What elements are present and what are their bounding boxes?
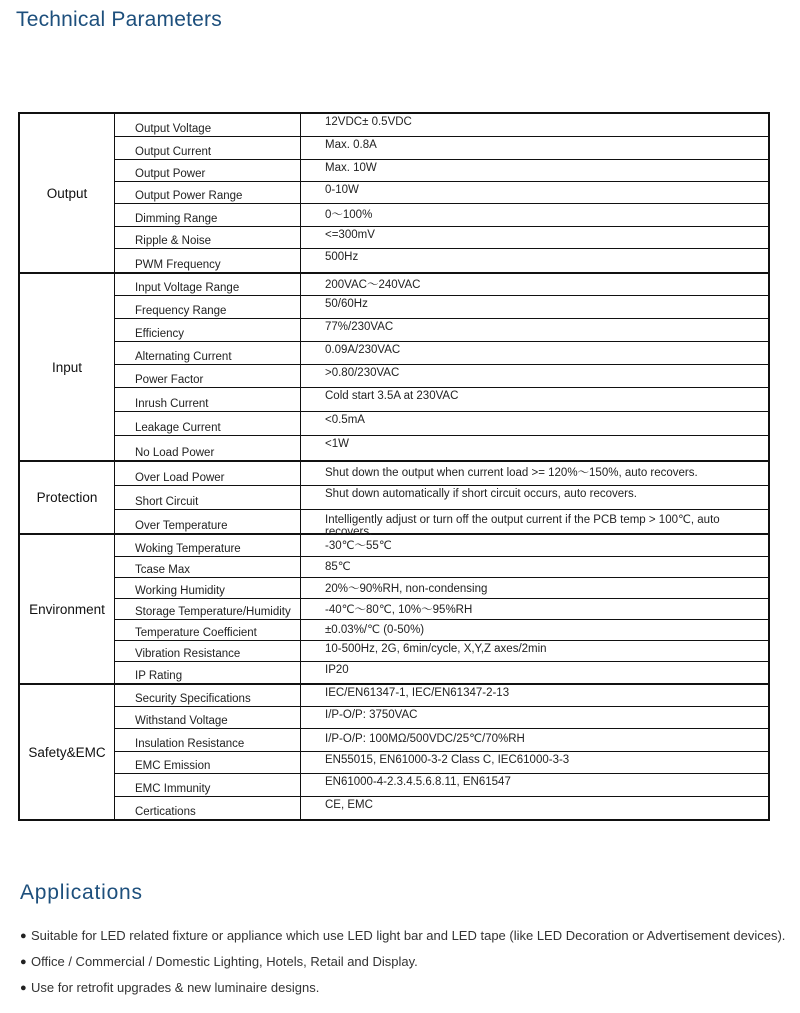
param-name: Insulation Resistance	[115, 729, 301, 751]
param-value: 20%～90%RH, non-condensing	[325, 583, 488, 595]
technical-parameters-table	[18, 112, 770, 821]
group-input	[20, 274, 768, 462]
list-item	[20, 952, 785, 978]
param-value: 0-10W	[325, 184, 359, 196]
group-label-protection: Protection	[20, 462, 115, 533]
param-name: Leakage Current	[115, 412, 301, 435]
param-value: 10-500Hz, 2G, 6min/cycle, X,Y,Z axes/2min	[325, 643, 547, 655]
param-name: Alternating Current	[115, 342, 301, 364]
param-name: Ripple & Noise	[115, 227, 301, 248]
param-value: IP20	[325, 664, 349, 676]
group-protection	[20, 462, 768, 538]
bullet-icon: ●	[20, 956, 27, 968]
param-name: Vibration Resistance	[115, 641, 301, 661]
list-item	[20, 978, 785, 1004]
table-row	[115, 249, 768, 272]
param-name: Output Power Range	[115, 182, 301, 203]
param-value: 500Hz	[325, 251, 359, 263]
table-row	[115, 388, 768, 412]
param-name: Output Voltage	[115, 114, 301, 136]
table-row	[115, 182, 768, 204]
param-value: <1W	[325, 438, 349, 450]
table-row	[115, 510, 768, 538]
param-value: -30℃～55℃	[325, 540, 392, 552]
table-row	[115, 486, 768, 510]
application-text: Office / Commercial / Domestic Lighting, Hotels, Retail and Display.	[31, 954, 418, 969]
applications-title: Applications	[20, 881, 143, 904]
table-row	[115, 365, 768, 388]
param-value: -40℃～80℃, 10%～95%RH	[325, 604, 473, 616]
table-row	[115, 641, 768, 662]
param-value: I/P-O/P: 100MΩ/500VDC/25℃/70%RH	[325, 733, 525, 745]
table-row	[115, 557, 768, 578]
table-row	[115, 462, 768, 486]
param-value: 0.09A/230VAC	[325, 344, 401, 356]
param-value: 50/60Hz	[325, 298, 368, 310]
param-value: CE, EMC	[325, 799, 373, 811]
applications-list	[20, 926, 785, 1004]
param-name: Working Humidity	[115, 578, 301, 598]
param-value: EN61000-4-2.3.4.5.6.8.11, EN61547	[325, 776, 511, 788]
param-value: EN55015, EN61000-3-2 Class C, IEC61000-3-3	[325, 754, 570, 766]
param-value: IEC/EN61347-1, IEC/EN61347-2-13	[325, 687, 510, 699]
table-row	[115, 412, 768, 436]
table-row	[115, 342, 768, 365]
param-value: 85℃	[325, 561, 351, 573]
table-row	[115, 535, 768, 557]
group-output	[20, 114, 768, 274]
group-label-environment: Environment	[20, 535, 115, 683]
param-name: Certications	[115, 797, 301, 819]
param-value: Shut down automatically if short circuit occurs, auto recovers.	[325, 488, 637, 500]
group-label-output: Output	[20, 114, 115, 272]
param-name: Frequency Range	[115, 296, 301, 318]
param-value: <0.5mA	[325, 414, 365, 426]
param-name: Inrush Current	[115, 388, 301, 411]
table-row	[115, 729, 768, 752]
param-name: Over Temperature	[115, 510, 301, 533]
table-row	[115, 797, 768, 819]
table-row	[115, 227, 768, 249]
group-environment	[20, 535, 768, 685]
table-row	[115, 578, 768, 599]
param-value: I/P-O/P: 3750VAC	[325, 709, 418, 721]
bullet-icon: ●	[20, 982, 27, 994]
page-title: Technical Parameters	[16, 8, 222, 31]
param-value: Intelligently adjust or turn off the output current if the PCB temp > 100℃, auto recovers.	[325, 514, 720, 538]
bullet-icon: ●	[20, 930, 27, 942]
param-name: IP Rating	[115, 662, 301, 683]
param-name: Withstand Voltage	[115, 707, 301, 728]
param-value: Max. 10W	[325, 162, 377, 174]
table-row	[115, 662, 768, 683]
param-name: Dimming Range	[115, 204, 301, 226]
param-name: Security Specifications	[115, 685, 301, 706]
param-value: <=300mV	[325, 229, 375, 241]
table-row	[115, 137, 768, 160]
table-row	[115, 774, 768, 797]
table-row	[115, 685, 768, 707]
table-row	[115, 752, 768, 774]
param-name: Woking Temperature	[115, 535, 301, 556]
table-row	[115, 114, 768, 137]
param-value: Shut down the output when current load >= 120%～150%, auto recovers.	[325, 467, 698, 479]
application-text: Use for retrofit upgrades & new luminaire designs.	[31, 980, 320, 995]
param-value: 12VDC± 0.5VDC	[325, 116, 412, 128]
application-text: Suitable for LED related fixture or appliance which use LED light bar and LED tape (like LED Decoration or Advertisement devices).	[31, 928, 786, 943]
table-row	[115, 319, 768, 342]
table-row	[115, 204, 768, 227]
param-name: PWM Frequency	[115, 249, 301, 272]
param-value: 77%/230VAC	[325, 321, 394, 333]
param-name: Storage Temperature/Humidity	[115, 599, 301, 619]
param-name: Over Load Power	[115, 462, 301, 485]
param-value: 0～100%	[325, 209, 373, 221]
list-item	[20, 926, 785, 952]
table-row	[115, 160, 768, 182]
table-row	[115, 707, 768, 729]
param-name: Efficiency	[115, 319, 301, 341]
table-row	[115, 599, 768, 620]
table-row	[115, 620, 768, 641]
param-name: Tcase Max	[115, 557, 301, 577]
param-value: >0.80/230VAC	[325, 367, 400, 379]
param-name: EMC Immunity	[115, 774, 301, 796]
param-value: Cold start 3.5A at 230VAC	[325, 390, 459, 402]
param-name: Power Factor	[115, 365, 301, 387]
table-row	[115, 296, 768, 319]
group-label-safety-emc: Safety&EMC	[20, 685, 115, 819]
param-name: Short Circuit	[115, 486, 301, 509]
param-name: Output Current	[115, 137, 301, 159]
param-value: Max. 0.8A	[325, 139, 377, 151]
param-name: No Load Power	[115, 436, 301, 460]
table-row	[115, 274, 768, 296]
group-label-input: Input	[20, 274, 115, 460]
table-row	[115, 436, 768, 460]
group-safety-emc	[20, 685, 768, 821]
param-value: ±0.03%/℃ (0-50%)	[325, 624, 425, 636]
param-name: EMC Emission	[115, 752, 301, 773]
param-name: Output Power	[115, 160, 301, 181]
param-value: 200VAC～240VAC	[325, 279, 421, 291]
param-name: Input Voltage Range	[115, 274, 301, 295]
param-name: Temperature Coefficient	[115, 620, 301, 640]
